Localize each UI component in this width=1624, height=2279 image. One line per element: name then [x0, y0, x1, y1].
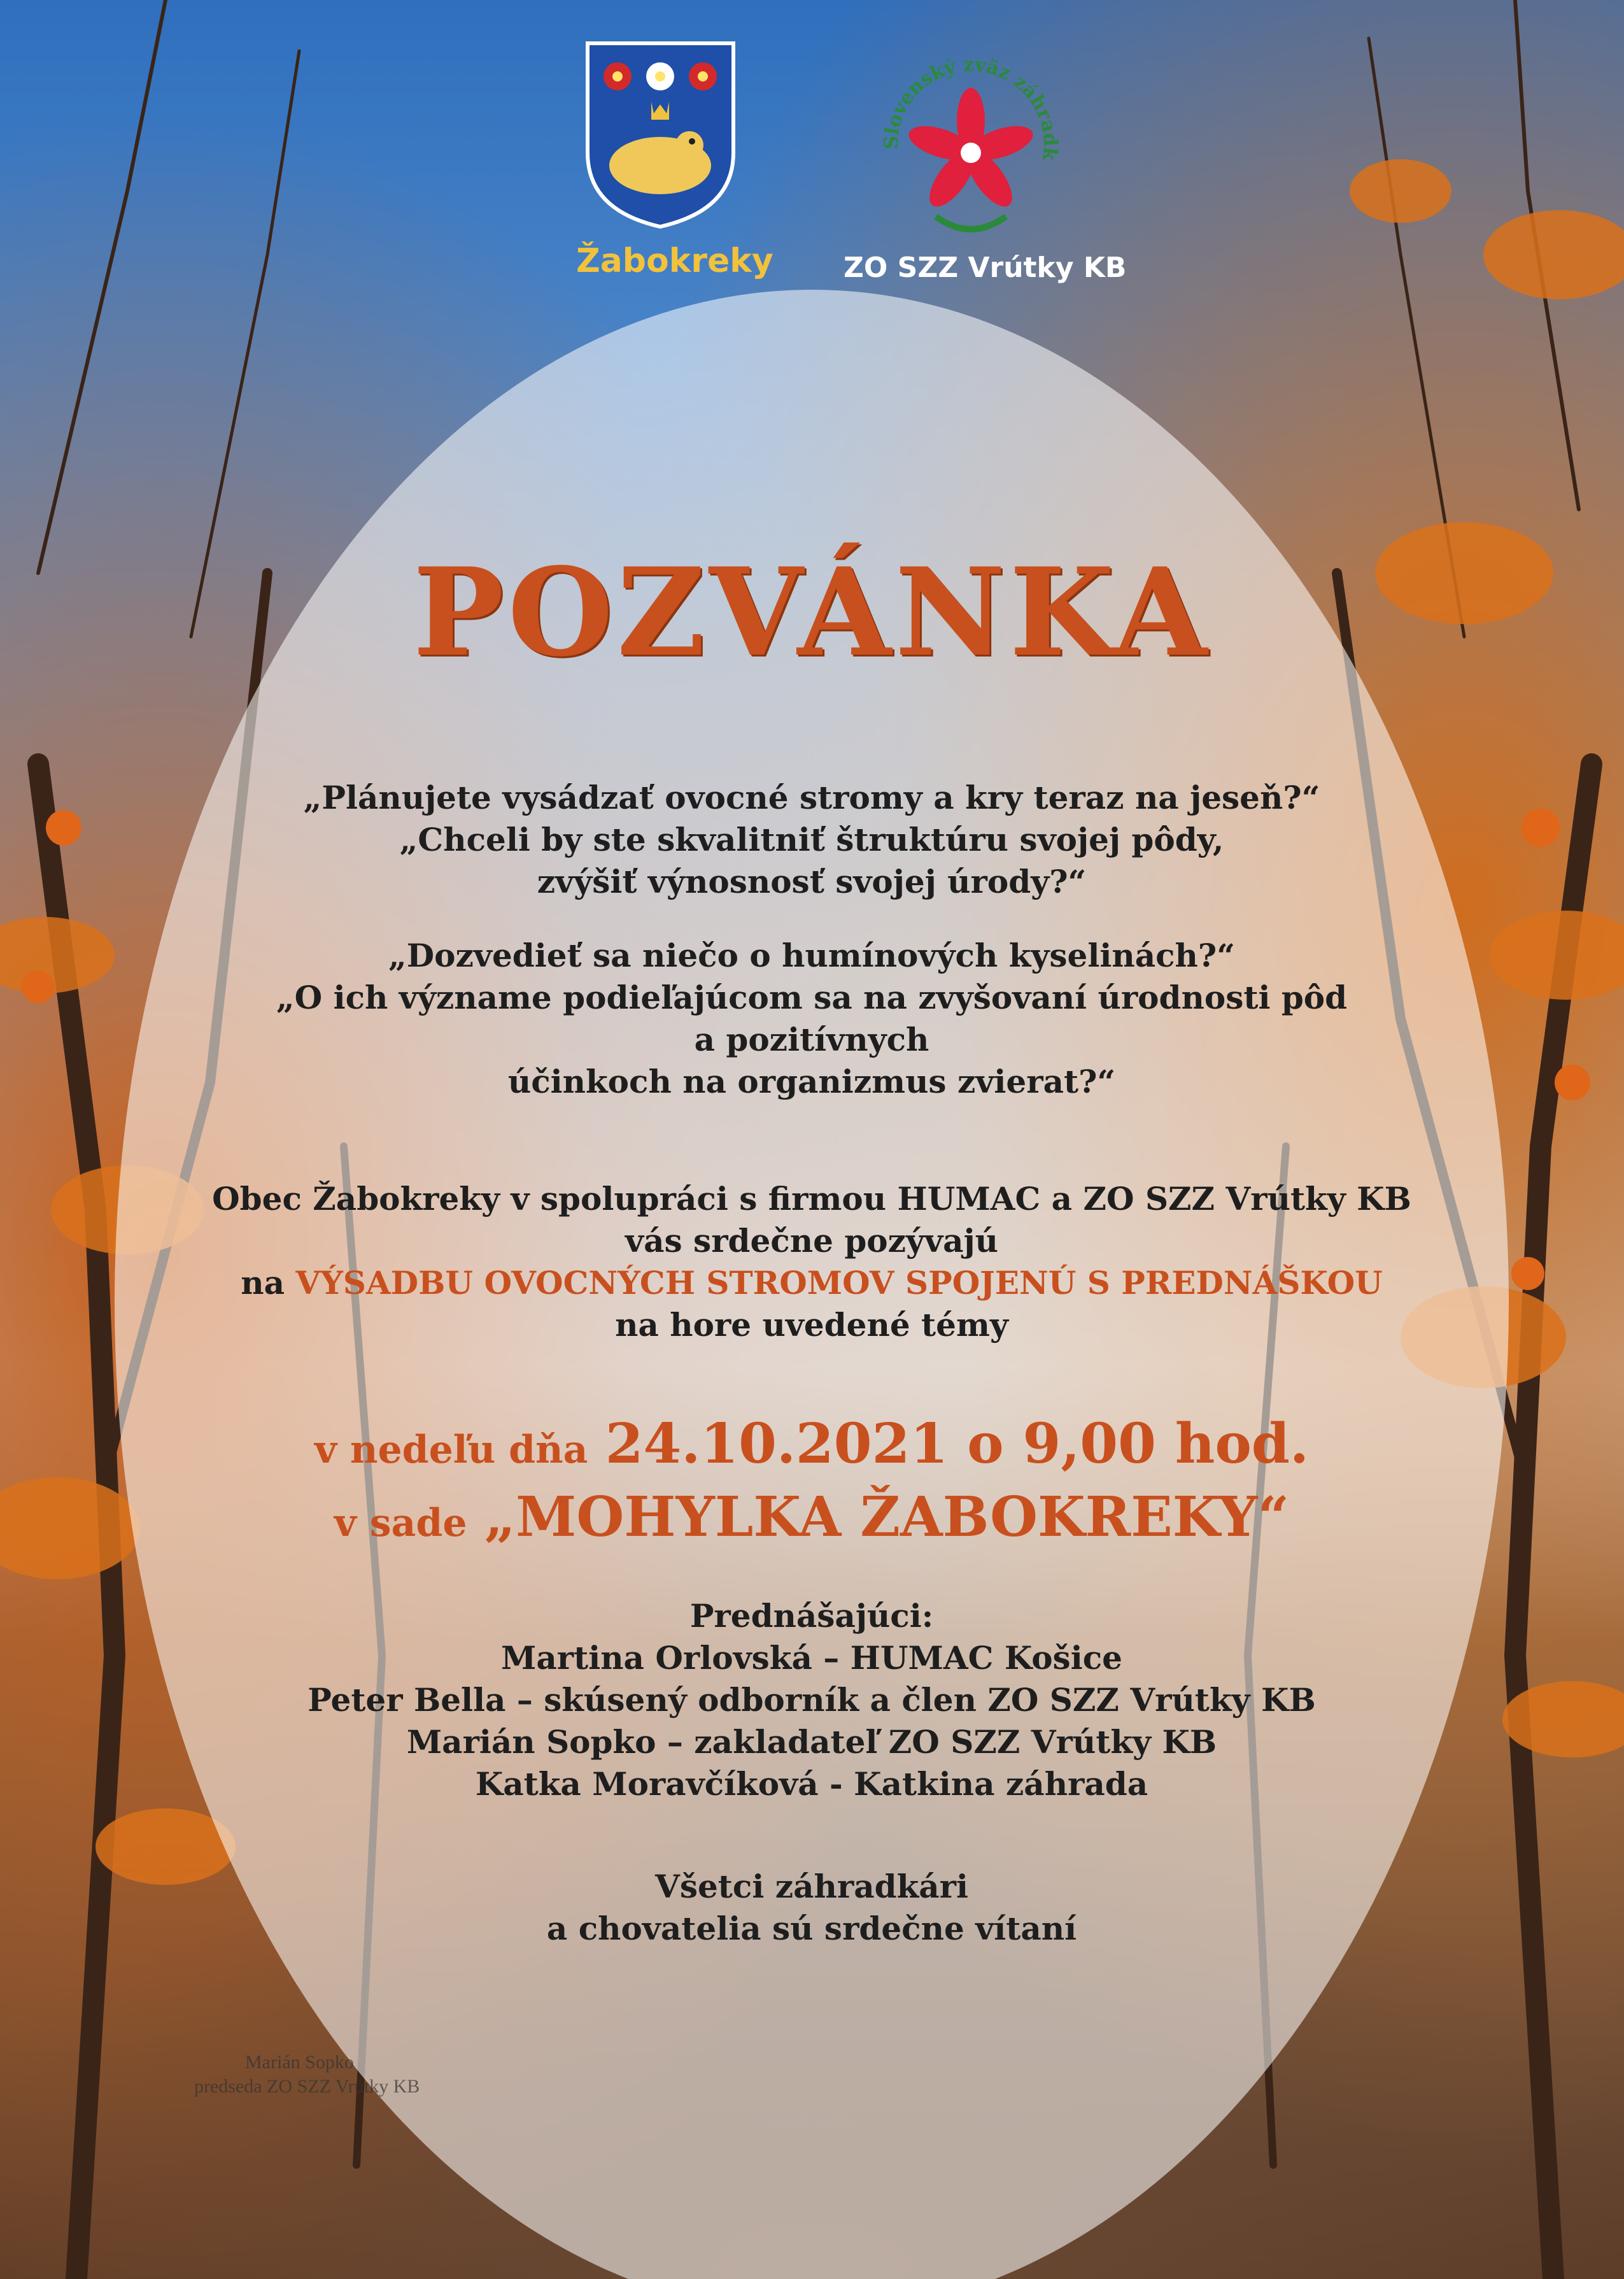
- speaker-item: Katka Moravčíková - Katkina záhrada: [475, 1765, 1148, 1803]
- right-logo-label: ZO SZZ Vrútky KB: [844, 252, 1127, 284]
- invite-line: [159, 1262, 1464, 1304]
- speakers-heading: Prednášajúci:: [689, 1597, 934, 1635]
- logo-arc-text: Slovenský zväz záhradk: [880, 57, 1062, 162]
- event-place-prefix: v sade: [334, 1501, 467, 1545]
- coat-of-arms-icon: [583, 38, 738, 229]
- question-line: účinkoch na organizmus zvierat?“: [507, 1063, 1116, 1100]
- event-date-prefix: v nedeľu dňa: [314, 1428, 588, 1472]
- closing-line: Všetci záhradkári: [655, 1868, 968, 1905]
- invite-line: na hore uvedené témy: [615, 1306, 1008, 1344]
- question-line: „Plánujete vysádzať ovocné stromy a kry teraz na jeseň?“: [303, 779, 1320, 816]
- closing-block: [159, 1866, 1464, 1950]
- page-title: POZVÁNKA: [413, 541, 1211, 683]
- speaker-item: Martina Orlovská – HUMAC Košice: [501, 1639, 1122, 1677]
- speaker-item: Peter Bella – skúsený odborník a člen ZO SZZ Vrútky KB: [307, 1681, 1316, 1719]
- invite-prefix: na: [241, 1264, 285, 1302]
- flower-icon: [875, 57, 1066, 248]
- closing-line: a chovatelia sú srdečne vítaní: [546, 1910, 1077, 1947]
- left-logo-label: Žabokreky: [576, 242, 773, 280]
- question-line: zvýšiť výnosnosť svojej úrody?“: [537, 863, 1087, 900]
- zabokreky-coat-of-arms: [583, 38, 738, 229]
- event-date: [159, 1410, 1464, 1484]
- signature-org: predseda ZO SZZ Vrútky KB: [194, 2076, 420, 2097]
- event-date-value: 24.10.2021 o 9,00 hod.: [605, 1412, 1309, 1476]
- question-line: „Chceli by ste skvalitniť štruktúru svojej pôdy,: [399, 821, 1224, 858]
- speakers-block: [159, 1595, 1464, 1805]
- event-place-value: „MOHYLKA ŽABOKREKY“: [484, 1485, 1290, 1549]
- signature-name: Marián Sopko: [245, 2052, 354, 2073]
- question-line: „Dozvedieť sa niečo o humínových kyselinách?“: [388, 937, 1235, 974]
- event-block: [159, 1410, 1464, 1557]
- questions-block: [159, 777, 1464, 1103]
- invite-line: vás srdečne pozývajú: [625, 1222, 998, 1260]
- event-place: [159, 1484, 1464, 1557]
- question-line: „O ich význame podieľajúcom sa na zvyšovaní úrodnosti pôd: [276, 979, 1348, 1016]
- invite-highlight: VÝSADBU OVOCNÝCH STROMOV SPOJENÚ S PREDNÁŠKOU: [295, 1264, 1383, 1302]
- invite-block: [159, 1178, 1464, 1346]
- szz-logo: [875, 57, 1066, 248]
- question-line: a pozitívnych: [694, 1021, 929, 1058]
- invite-line: Obec Žabokreky v spolupráci s firmou HUMAC a ZO SZZ Vrútky KB: [212, 1180, 1411, 1218]
- speaker-item: Marián Sopko – zakladateľ ZO SZZ Vrútky KB: [406, 1723, 1217, 1761]
- signature: [194, 2050, 420, 2099]
